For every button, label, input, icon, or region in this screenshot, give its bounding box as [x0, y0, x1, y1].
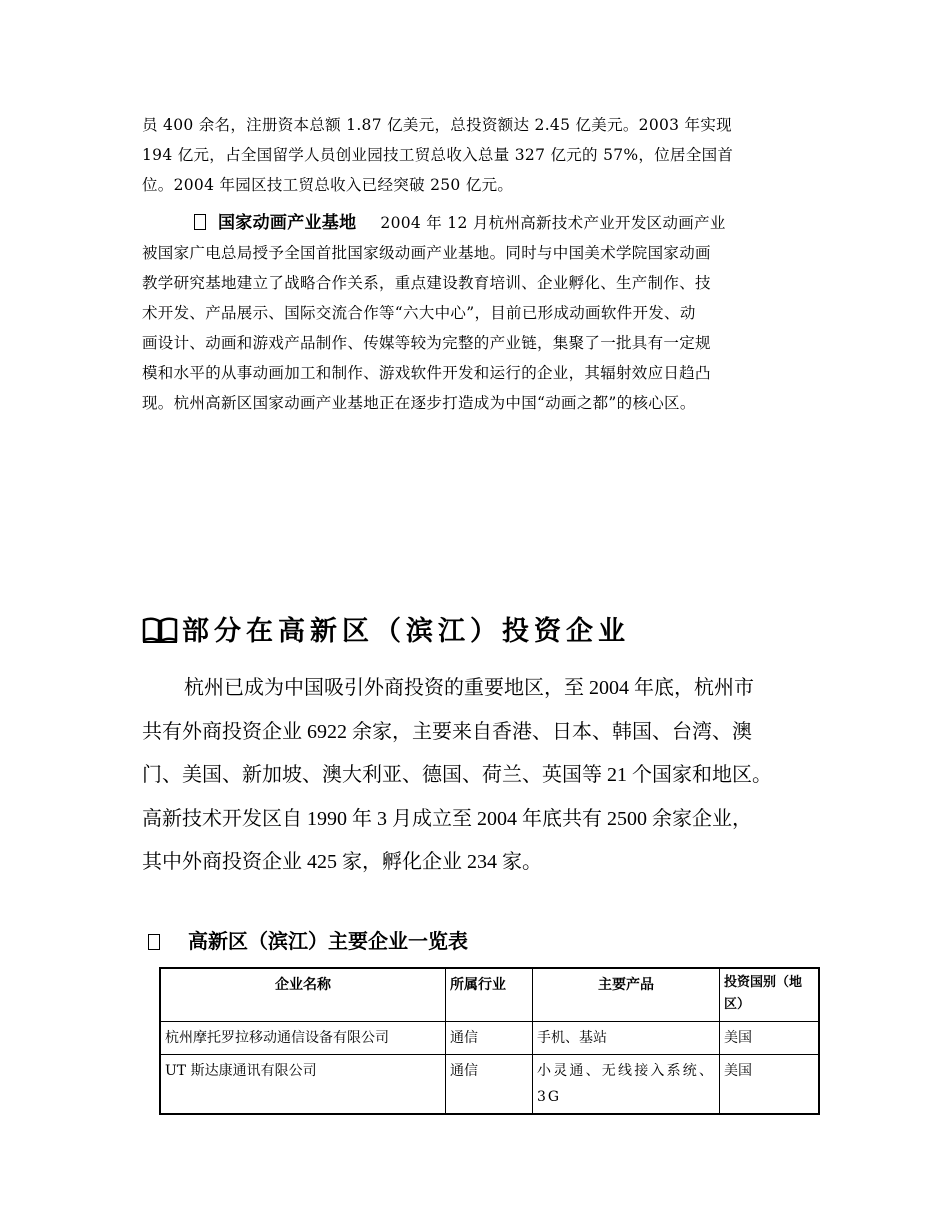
bullet-icon [194, 214, 206, 230]
text-line: 194 亿元，占全国留学人员创业园技工贸总收入总量 327 亿元的 57%，位居全国首 [142, 146, 734, 164]
enterprise-table [159, 967, 820, 1115]
animation-base-paragraph [142, 208, 822, 418]
cell-industry: 通信 [446, 1022, 533, 1055]
header-country: 投资国别（地区） [720, 968, 820, 1022]
header-industry: 所属行业 [446, 968, 533, 1022]
intro-paragraph [142, 110, 822, 200]
text-line: 2004 年 12 月杭州高新技术产业开发区动画产业 [380, 214, 726, 232]
cell-company: 杭州摩托罗拉移动通信设备有限公司 [160, 1022, 446, 1055]
header-product: 主要产品 [533, 968, 720, 1022]
text-line: 模和水平的从事动画加工和制作、游戏软件开发和运行的企业，其辐射效应日趋凸 [142, 364, 711, 382]
text-line: 共有外商投资企业 6922 余家，主要来自香港、日本、韩国、台湾、澳 [142, 720, 752, 743]
animation-heading: 国家动画产业基地 [218, 213, 357, 233]
text-line: 画设计、动画和游戏产品制作、传媒等较为完整的产业链，集聚了一批具有一定规 [142, 334, 711, 352]
text-line: 其中外商投资企业 425 家，孵化企业 234 家。 [142, 851, 542, 873]
text-line: 被国家广电总局授予全国首批国家级动画产业基地。同时与中国美术学院国家动画 [142, 244, 711, 262]
text-line: 高新技术开发区自 1990 年 3 月成立至 2004 年底共有 2500 余家企业， [142, 807, 752, 830]
cell-country: 美国 [720, 1055, 820, 1115]
text-line: 杭州已成为中国吸引外商投资的重要地区，至 2004 年底，杭州市 [184, 677, 754, 699]
text-line: 术开发、产品展示、国际交流合作等“六大中心”，目前已形成动画软件开发、动 [142, 304, 696, 322]
investment-paragraph [142, 667, 832, 885]
cell-industry: 通信 [446, 1055, 533, 1115]
text-line: 员 400 余名，注册资本总额 1.87 亿美元，总投资额达 2.45 亿美元。2003 年实现 [142, 116, 732, 134]
cell-country: 美国 [720, 1022, 820, 1055]
text-line: 位。2004 年园区技工贸总收入已经突破 250 亿元。 [142, 176, 514, 194]
table-title: 高新区（滨江）主要企业一览表 [148, 924, 468, 958]
book-icon [142, 616, 178, 644]
cell-product: 手机、基站 [533, 1022, 720, 1055]
table-header-row [160, 968, 819, 1022]
cell-company: UT 斯达康通讯有限公司 [160, 1055, 446, 1115]
text-line: 门、美国、新加坡、澳大利亚、德国、荷兰、英国等 21 个国家和地区。 [142, 764, 772, 786]
table-row [160, 1055, 819, 1115]
header-company: 企业名称 [160, 968, 446, 1022]
text-line: 现。杭州高新区国家动画产业基地正在逐步打造成为中国“动画之都”的核心区。 [142, 394, 696, 412]
text-line: 教学研究基地建立了战略合作关系，重点建设教育培训、企业孵化、生产制作、技 [142, 274, 711, 292]
section-title: 部分在高新区（滨江）投资企业 [142, 612, 630, 652]
bullet-icon [148, 934, 160, 950]
table-row [160, 1022, 819, 1055]
cell-product: 小灵通、无线接入系统、3G [533, 1055, 720, 1115]
